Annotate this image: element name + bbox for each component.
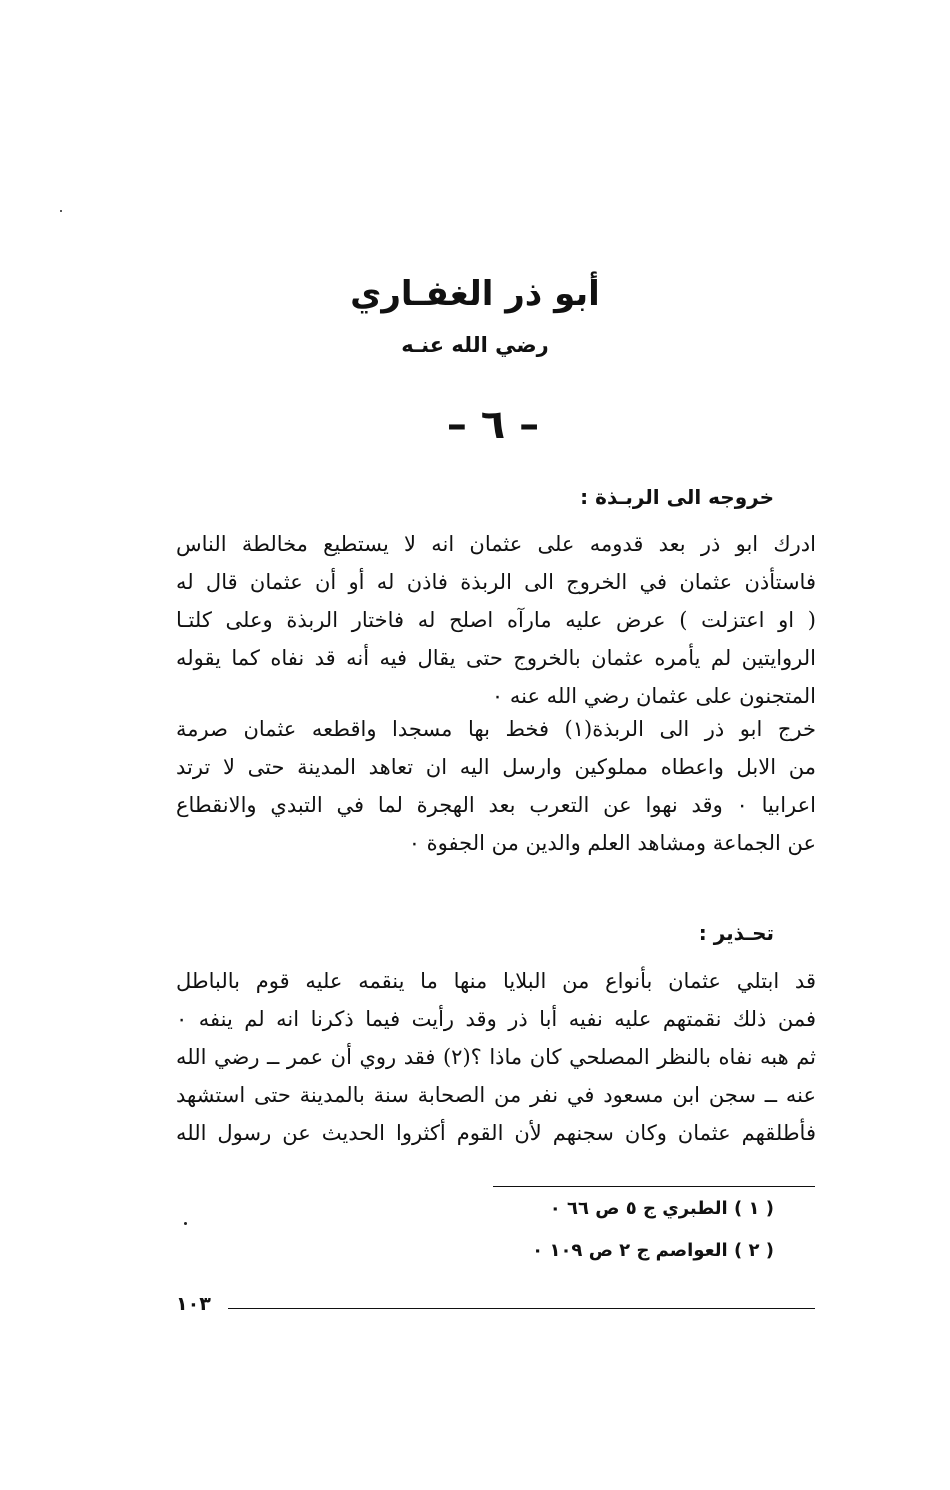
section-heading-warning: تحـذير : (698, 921, 774, 945)
chapter-number: – ٦ – (446, 402, 540, 448)
text-line: اعرابيا ٠ وقد نهوا عن التعرب بعد الهجرة لما في التبدي والانقطاع (176, 793, 816, 817)
paragraph-exile-1 (176, 525, 816, 715)
footnote-2: ( ٢ ) العواصم ج ٢ ص ١٠٩ ٠ (532, 1240, 774, 1261)
page-number-rule (228, 1308, 815, 1309)
text-line: خرج ابو ذر الى الربذة(١) فخط بها مسجدا واقطعه عثمان صرمة (176, 717, 816, 741)
scan-speck (60, 210, 62, 212)
page-number: ١٠٣ (176, 1293, 211, 1315)
text-line: فاستأذن عثمان في الخروج الى الربذة فاذن له أو أن عثمان قال له (176, 570, 816, 594)
page-subtitle: رضي الله عنـه (401, 333, 549, 357)
paragraph-exile-2 (176, 710, 816, 862)
text-line: فأطلقهم عثمان وكان سجنهم لأن القوم أكثروا الحديث عن رسول الله (176, 1121, 816, 1145)
section-heading-exile: خروجه الى الربـذة : (580, 485, 774, 509)
scan-speck (184, 1222, 187, 1225)
text-line: ادرك ابو ذر بعد قدومه على عثمان انه لا يستطيع مخالطة الناس (176, 532, 816, 556)
text-line: الروايتين لم يأمره عثمان بالخروج حتى يقال فيه أنه قد نفاه كما يقوله (176, 646, 816, 670)
text-line: ثم هبه نفاه بالنظر المصلحي كان ماذا ؟(٢) فقد روي أن عمر ــ رضي الله (176, 1045, 816, 1069)
text-line: عنه ــ سجن ابن مسعود في نفر من الصحابة سنة بالمدينة حتى استشهد (176, 1083, 816, 1107)
text-line: من الابل واعطاه مملوكين وارسل اليه ان تعاهد المدينة حتى لا ترتد (176, 755, 816, 779)
text-line: المتجنون على عثمان رضي الله عنه ٠ (491, 684, 816, 708)
footnote-1: ( ١ ) الطبري ج ٥ ص ٦٦ ٠ (549, 1198, 774, 1219)
text-line: فمن ذلك نقمتهم عليه نفيه أبا ذر وقد رأيت فيما ذكرنا انه لم ينفه ٠ (176, 1007, 816, 1031)
footnote-divider (493, 1186, 815, 1187)
page-title: أبو ذر الغفـاري (350, 274, 600, 314)
text-line: قد ابتلي عثمان بأنواع من البلايا منها ما ينقمه عليه قوم بالباطل (176, 969, 816, 993)
paragraph-warning-1 (176, 962, 816, 1152)
text-line: عن الجماعة ومشاهد العلم والدين من الجفوة ٠ (408, 831, 816, 855)
text-line: ( او اعتزلت ) عرض عليه مارآه اصلح له فاختار الربذة وعلى كلتـا (176, 608, 816, 632)
